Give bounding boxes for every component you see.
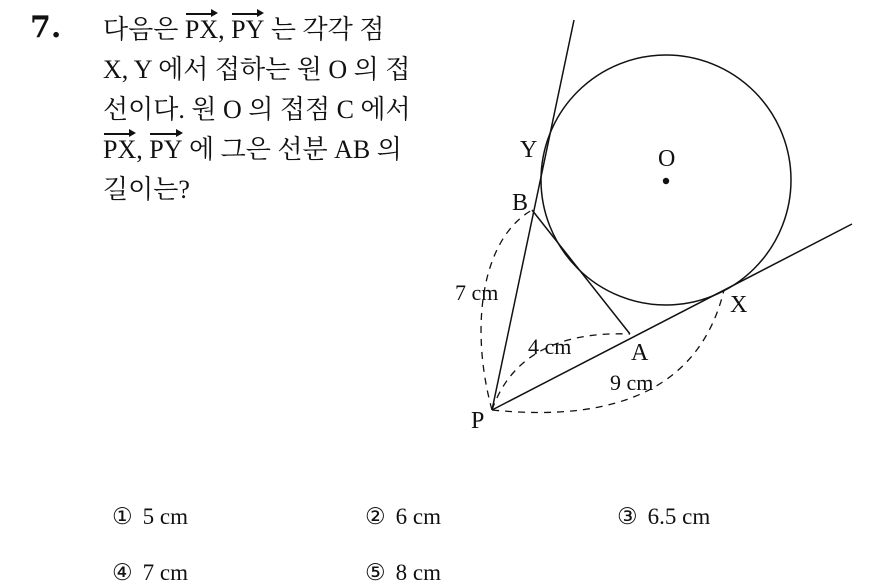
answer-choice-5[interactable]: ⑤ 8 cm [365, 560, 441, 585]
question-line-1: 다음은 PX, PY 는 각각 점 [103, 10, 433, 50]
vector-px: PX [103, 130, 136, 170]
question-line-4: PX, PY 에 그은 선분 AB 의 [103, 130, 433, 170]
vector-px: PX [185, 10, 218, 50]
label-point-x: X [730, 292, 748, 318]
arc-pb-7cm [481, 210, 532, 410]
label-point-p: P [471, 408, 485, 434]
answer-choice-2[interactable]: ② 6 cm [365, 504, 441, 529]
label-point-o: O [658, 146, 676, 172]
answer-choice-1[interactable]: ① 5 cm [112, 504, 188, 529]
label-length-pa: 4 cm [528, 334, 572, 359]
label-length-pb: 7 cm [455, 280, 499, 305]
vector-py: PY [149, 130, 182, 170]
tangent-line-px [492, 224, 852, 410]
question-line-3: 선이다. 원 O 의 접점 C 에서 [103, 95, 411, 124]
question-line-5: 길이는? [103, 175, 190, 204]
question-line-2: X, Y 에서 접하는 원 O 의 접 [103, 55, 411, 84]
vector-py: PY [231, 10, 264, 50]
answer-choice-4[interactable]: ④ 7 cm [112, 560, 188, 585]
answer-choice-3[interactable]: ③ 6.5 cm [617, 504, 711, 529]
label-length-px: 9 cm [610, 370, 654, 395]
segment-ab [532, 210, 630, 334]
question-number: 7. [30, 10, 62, 45]
label-point-y: Y [520, 137, 538, 163]
label-point-b: B [512, 190, 529, 216]
label-point-a: A [631, 340, 649, 366]
center-dot [663, 178, 669, 184]
